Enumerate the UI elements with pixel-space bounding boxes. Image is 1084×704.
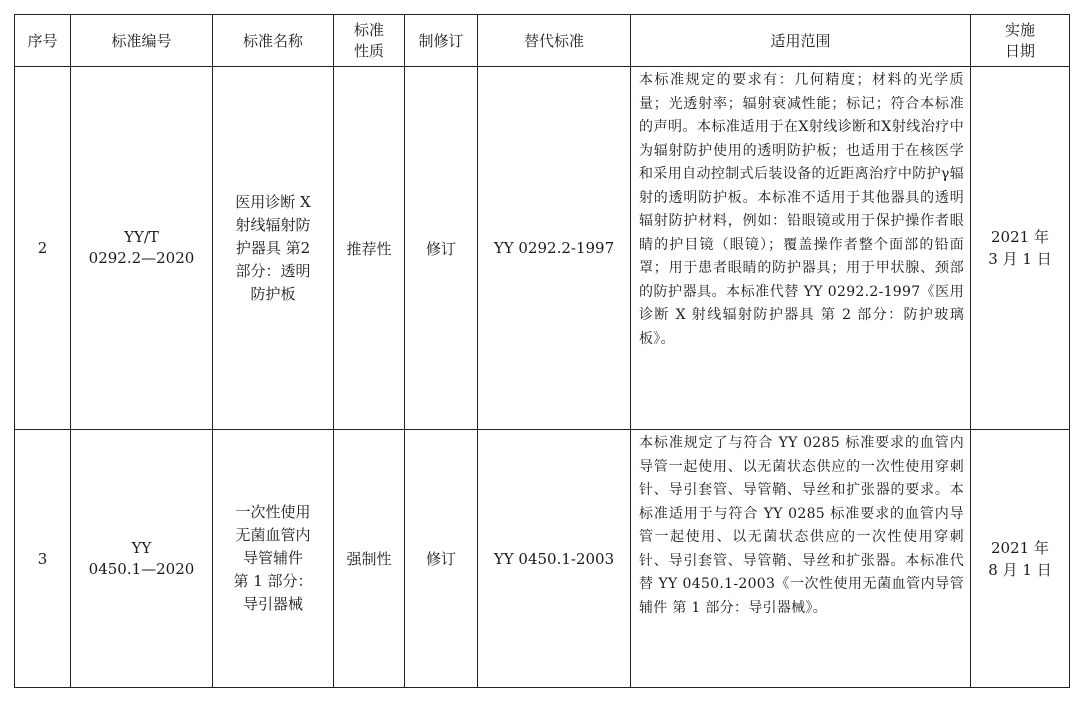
header-nature: 标准 性质 [334, 15, 405, 67]
header-code: 标准编号 [71, 15, 213, 67]
cell-date: 2021 年 3 月 1 日 [971, 67, 1070, 430]
cell-seq: 2 [15, 67, 71, 430]
standards-table [14, 14, 1070, 688]
header-scope: 适用范围 [631, 15, 971, 67]
cell-replaced: YY 0450.1-2003 [478, 430, 631, 688]
scope-text: 本标准规定了与符合 YY 0285 标准要求的血管内导管一起使用、以无菌状态供应的一次性使用穿刺针、导引套管、导管鞘、导丝和扩张器的要求。本标准适用于与符合 YY 0285 标准要求的血管内导管一起使用、以无菌状态供应的一次性使用穿刺针、导引套管、导管鞘、导丝和扩张器。本标准代替 YY 0450.1-2003《一次性使用无菌血管内导管辅件 第 1 部分：导引器械》。 [639, 435, 964, 616]
cell-seq: 3 [15, 430, 71, 688]
scope-text: 本标准规定的要求有：几何精度；材料的光学质量；光透射率；辐射衰减性能；标记；符合本标准的声明。本标准适用于在X射线诊断和X射线治疗中为辐射防护使用的透明防护板；也适用于在核医学和采用自动控制式后装设备的近距离治疗中防护γ辐射的透明防护板。本标准不适用于其他器具的透明辐射防护材料，例如：铅眼镜或用于保护操作者眼睛的护目镜（眼镜）；覆盖操作者整个面部的铅面罩；用于患者眼睛的防护器具；用于甲状腺、颈部的防护器具。本标准代替 YY 0292.2-1997《医用诊断 X 射线辐射防护器具 第 2 部分：防护玻璃板》。 [639, 72, 964, 347]
cell-revision: 修订 [405, 67, 478, 430]
header-seq: 序号 [15, 15, 71, 67]
header-row [15, 15, 1070, 67]
cell-replaced: YY 0292.2-1997 [478, 67, 631, 430]
header-revision: 制修订 [405, 15, 478, 67]
header-replaced: 替代标准 [478, 15, 631, 67]
cell-revision: 修订 [405, 430, 478, 688]
table-row [15, 67, 1070, 430]
cell-name: 医用诊断 X 射线辐射防 护器具 第2 部分：透明 防护板 [213, 67, 334, 430]
cell-scope [631, 430, 971, 688]
table-row [15, 430, 1070, 688]
cell-scope [631, 67, 971, 430]
cell-nature: 强制性 [334, 430, 405, 688]
cell-code: YY 0450.1—2020 [71, 430, 213, 688]
cell-name: 一次性使用 无菌血管内 导管辅件 第 1 部分： 导引器械 [213, 430, 334, 688]
header-date: 实施 日期 [971, 15, 1070, 67]
cell-date: 2021 年 8 月 1 日 [971, 430, 1070, 688]
cell-nature: 推荐性 [334, 67, 405, 430]
cell-code: YY/T 0292.2—2020 [71, 67, 213, 430]
header-name: 标准名称 [213, 15, 334, 67]
